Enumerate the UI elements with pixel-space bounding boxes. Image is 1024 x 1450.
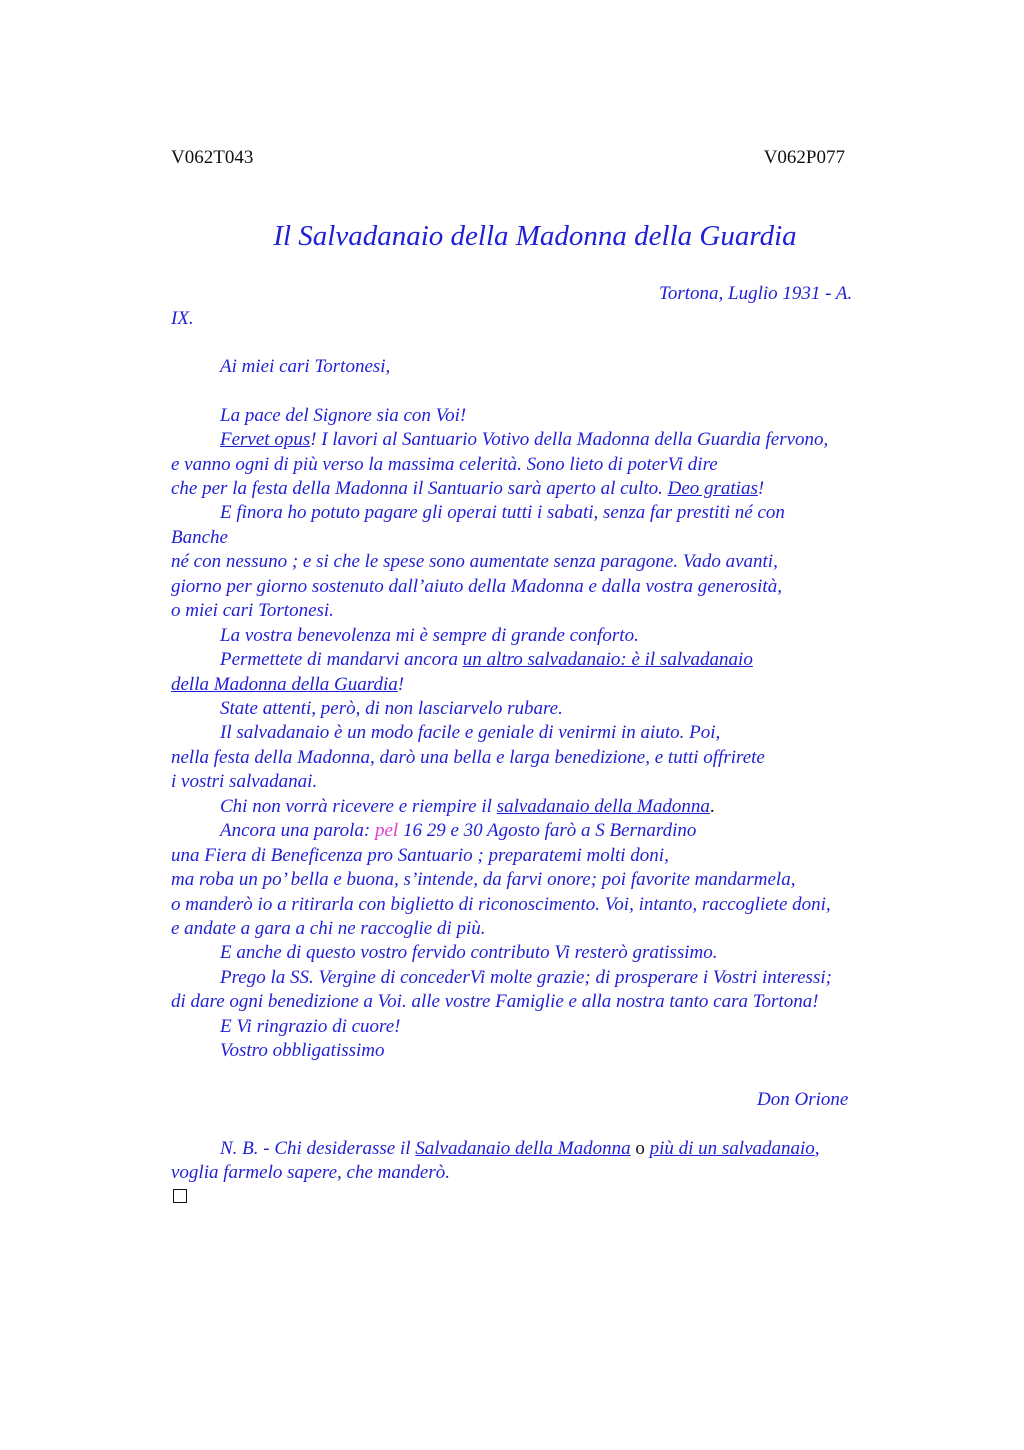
line-23: E anche di questo vostro fervido contributo Vi resterò gratissimo. <box>220 942 718 963</box>
line-18-highlight: pel <box>374 820 399 841</box>
line-20: ma roba un po’ bella e buona, s’intende, da farvi onore; poi favorite mandarmela, <box>171 869 796 890</box>
line-19: una Fiera di Beneficenza pro Santuario ; preparatemi molti doni, <box>171 845 669 866</box>
line-3: e vanno ogni di più verso la massima celerità. Sono lieto di poterVi dire <box>171 454 718 475</box>
line-14: Il salvadanaio è un modo facile e geniale di venirmi in aiuto. Poi, <box>220 722 721 743</box>
document-code-left: V062T043 <box>171 147 254 168</box>
line-25: di dare ogni benedizione a Voi. alle vostre Famiglie e alla nostra tanto cara Tortona! <box>171 991 819 1012</box>
line-11-start: Permettete di mandarvi ancora <box>220 649 463 670</box>
fervet-opus-phrase: Fervet opus <box>220 429 311 450</box>
end-of-document-box-icon <box>173 1189 187 1203</box>
deo-gratias-phrase: Deo gratias <box>667 478 758 499</box>
line-4 <box>171 477 764 501</box>
document-code-right: V062P077 <box>763 147 845 168</box>
line-18-start: Ancora una parola: <box>220 820 375 841</box>
line-15: nella festa della Madonna, darò una bella e larga benedizione, e tutti offrirete <box>171 747 765 768</box>
postscript-line-1 <box>220 1137 820 1161</box>
line-6: Banche <box>171 527 228 548</box>
line-24: Prego la SS. Vergine di concederVi molte grazie; di prosperare i Vostri interessi; <box>220 967 832 988</box>
line-18-end: 16 29 e 30 Agosto farò a S Bernardino <box>398 820 697 841</box>
signature: Don Orione <box>757 1089 849 1110</box>
line-11 <box>220 648 753 672</box>
line-12-underlined: della Madonna della Guardia <box>171 674 398 695</box>
line-12-end: ! <box>397 674 405 695</box>
line-9: o miei cari Tortonesi. <box>171 600 334 621</box>
line-17-underlined: salvadanaio della Madonna <box>496 796 710 817</box>
postscript-line-2: voglia farmelo sapere, che manderò. <box>171 1162 450 1183</box>
line-22: e andate a gara a chi ne raccoglie di più. <box>171 918 486 939</box>
line-10: La vostra benevolenza mi è sempre di grande conforto. <box>220 625 639 646</box>
line-fervet-opus <box>220 428 828 452</box>
postscript-underlined-2: più di un salvadanaio <box>649 1138 815 1159</box>
line-fervet-opus-rest: ! I lavori al Santuario Votivo della Madonna della Guardia fervono, <box>310 429 829 450</box>
line-8: giorno per giorno sostenuto dall’aiuto della Madonna e dalla vostra generosità, <box>171 576 782 597</box>
line-26: E Vi ringrazio di cuore! <box>220 1016 401 1037</box>
line-7: né con nessuno ; e si che le spese sono aumentate senza paragone. Vado avanti, <box>171 551 778 572</box>
postscript-underlined-1: Salvadanaio della Madonna <box>415 1138 631 1159</box>
postscript-comma: , <box>814 1138 820 1159</box>
line-18 <box>220 819 696 843</box>
letter-title: Il Salvadanaio della Madonna della Guardia <box>273 220 797 252</box>
salutation: Ai miei cari Tortonesi, <box>220 356 391 377</box>
line-greeting: La pace del Signore sia con Voi! <box>220 405 467 426</box>
line-11-underlined: un altro salvadanaio: è il salvadanaio <box>462 649 753 670</box>
line-13: State attenti, però, di non lasciarvelo rubare. <box>220 698 563 719</box>
dateline-continued: IX. <box>171 308 194 329</box>
line-17 <box>220 795 715 819</box>
dateline: Tortona, Luglio 1931 - A. <box>659 283 853 304</box>
postscript-start: N. B. - Chi desiderasse il <box>220 1138 416 1159</box>
line-12 <box>171 673 404 697</box>
line-5: E finora ho potuto pagare gli operai tutti i sabati, senza far prestiti né con <box>220 502 785 523</box>
line-17-start: Chi non vorrà ricevere e riempire il <box>220 796 497 817</box>
line-4-end: ! <box>757 478 765 499</box>
postscript-connector: o <box>630 1138 650 1159</box>
line-4-start: che per la festa della Madonna il Santuario sarà aperto al culto. <box>171 478 668 499</box>
line-16: i vostri salvadanai. <box>171 771 318 792</box>
document-codes <box>171 147 845 171</box>
line-27: Vostro obbligatissimo <box>220 1040 385 1061</box>
line-17-end: . <box>709 796 715 817</box>
line-21: o manderò io a ritirarla con biglietto di riconoscimento. Voi, intanto, raccogliete doni, <box>171 894 831 915</box>
